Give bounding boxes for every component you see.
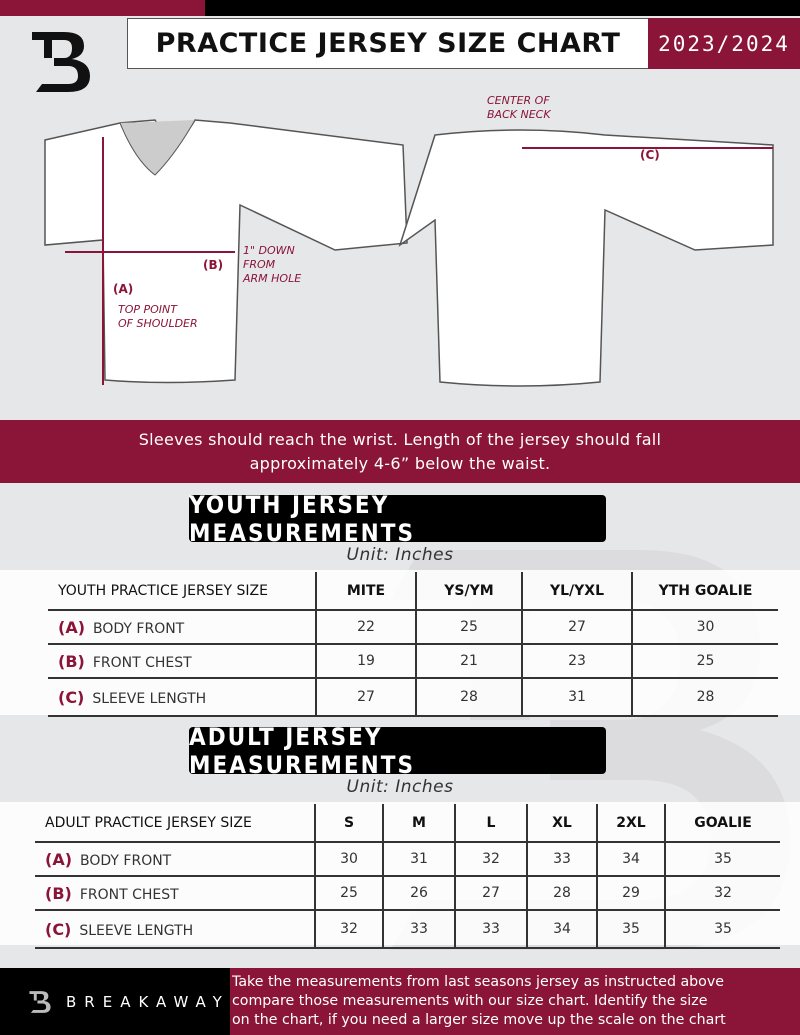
measure-label: FRONT CHEST (92, 654, 192, 671)
youth-size-table (48, 572, 778, 717)
footer-line: Take the measurements from last seasons jersey as instructed above (232, 974, 724, 990)
measure-letter: (A) (58, 617, 86, 637)
table-cell: 25 (416, 610, 522, 644)
table-header-row (48, 572, 778, 610)
table-cell: 25 (632, 644, 778, 678)
row-label (48, 610, 316, 644)
table-header-row (35, 804, 780, 842)
table-cell: 32 (315, 910, 383, 948)
measure-label: SLEEVE LENGTH (92, 690, 207, 707)
breakaway-logo-icon (28, 28, 94, 96)
table-row (48, 644, 778, 678)
table-cell: 31 (522, 678, 632, 716)
top-accent-bar (0, 0, 205, 16)
label-b: (B) (203, 258, 224, 272)
table-row (48, 678, 778, 716)
table-cell: 22 (316, 610, 416, 644)
back-jersey-diagram (395, 120, 780, 390)
top-black-bar (205, 0, 800, 16)
table-row (35, 876, 780, 910)
column-header: ADULT PRACTICE JERSEY SIZE (35, 804, 315, 842)
breakaway-logo-icon (28, 987, 52, 1017)
column-header: 2XL (597, 804, 665, 842)
table-cell: 29 (597, 876, 665, 910)
page-title: PRACTICE JERSEY SIZE CHART (127, 18, 649, 69)
table-cell: 34 (597, 842, 665, 876)
adult-size-table (35, 804, 780, 949)
table-row (35, 842, 780, 876)
row-label (48, 644, 316, 678)
note-back-neck: CENTER OF BACK NECK (487, 94, 551, 121)
table-cell: 33 (527, 842, 597, 876)
table-cell: 26 (383, 876, 455, 910)
footer-brand (0, 968, 230, 1035)
measure-letter: (C) (58, 687, 85, 707)
table-cell: 23 (522, 644, 632, 678)
table-cell: 34 (527, 910, 597, 948)
adult-unit: Unit: Inches (346, 777, 454, 797)
column-header: GOALIE (665, 804, 780, 842)
column-header: YS/YM (416, 572, 522, 610)
table-cell: 19 (316, 644, 416, 678)
fit-guidance-banner (0, 420, 800, 483)
table-cell: 30 (315, 842, 383, 876)
table-cell: 33 (383, 910, 455, 948)
column-header: S (315, 804, 383, 842)
note-top-point: TOP POINT OF SHOULDER (118, 303, 198, 330)
table-cell: 28 (527, 876, 597, 910)
table-cell: 35 (665, 842, 780, 876)
youth-unit: Unit: Inches (346, 545, 454, 565)
table-row (48, 610, 778, 644)
table-cell: 28 (416, 678, 522, 716)
row-label (35, 910, 315, 948)
table-cell: 27 (522, 610, 632, 644)
column-header: YTH GOALIE (632, 572, 778, 610)
column-header: XL (527, 804, 597, 842)
table-cell: 27 (316, 678, 416, 716)
youth-section-title: YOUTH JERSEY MEASUREMENTS (189, 495, 606, 542)
front-jersey-diagram (35, 115, 415, 390)
row-label (35, 842, 315, 876)
label-c: (C) (640, 148, 660, 162)
column-header: YL/YXL (522, 572, 632, 610)
column-header: MITE (316, 572, 416, 610)
table-cell: 27 (455, 876, 527, 910)
measure-letter: (C) (45, 919, 72, 939)
footer-line: on the chart, if you need a larger size move up the scale on the chart (232, 1012, 726, 1028)
table-cell: 32 (455, 842, 527, 876)
measure-letter: (B) (58, 651, 85, 671)
table-cell: 31 (383, 842, 455, 876)
table-cell: 25 (315, 876, 383, 910)
banner-line: approximately 4-6” below the waist. (249, 454, 551, 473)
table-cell: 33 (455, 910, 527, 948)
column-header: YOUTH PRACTICE JERSEY SIZE (48, 572, 316, 610)
measure-letter: (B) (45, 883, 72, 903)
measure-letter: (A) (45, 849, 73, 869)
season-badge: 2023/2024 (648, 18, 800, 69)
column-header: L (455, 804, 527, 842)
label-a: (A) (113, 282, 134, 296)
table-cell: 35 (665, 910, 780, 948)
table-cell: 32 (665, 876, 780, 910)
adult-section-title: ADULT JERSEY MEASUREMENTS (189, 727, 606, 774)
table-cell: 28 (632, 678, 778, 716)
measure-label: BODY FRONT (93, 620, 185, 637)
table-row (35, 910, 780, 948)
measure-label: SLEEVE LENGTH (79, 922, 194, 939)
table-cell: 21 (416, 644, 522, 678)
measure-label: FRONT CHEST (79, 886, 179, 903)
row-label (35, 876, 315, 910)
row-label (48, 678, 316, 716)
table-cell: 30 (632, 610, 778, 644)
table-cell: 35 (597, 910, 665, 948)
banner-line: Sleeves should reach the wrist. Length of the jersey should fall (138, 430, 662, 449)
brand-name: BREAKAWAY (66, 992, 230, 1011)
measure-label: BODY FRONT (80, 852, 172, 869)
column-header: M (383, 804, 455, 842)
footer-instructions (230, 968, 800, 1035)
note-arm-hole: 1" DOWN FROM ARM HOLE (243, 244, 302, 285)
footer-line: compare those measurements with our size chart. Identify the size (232, 993, 708, 1009)
